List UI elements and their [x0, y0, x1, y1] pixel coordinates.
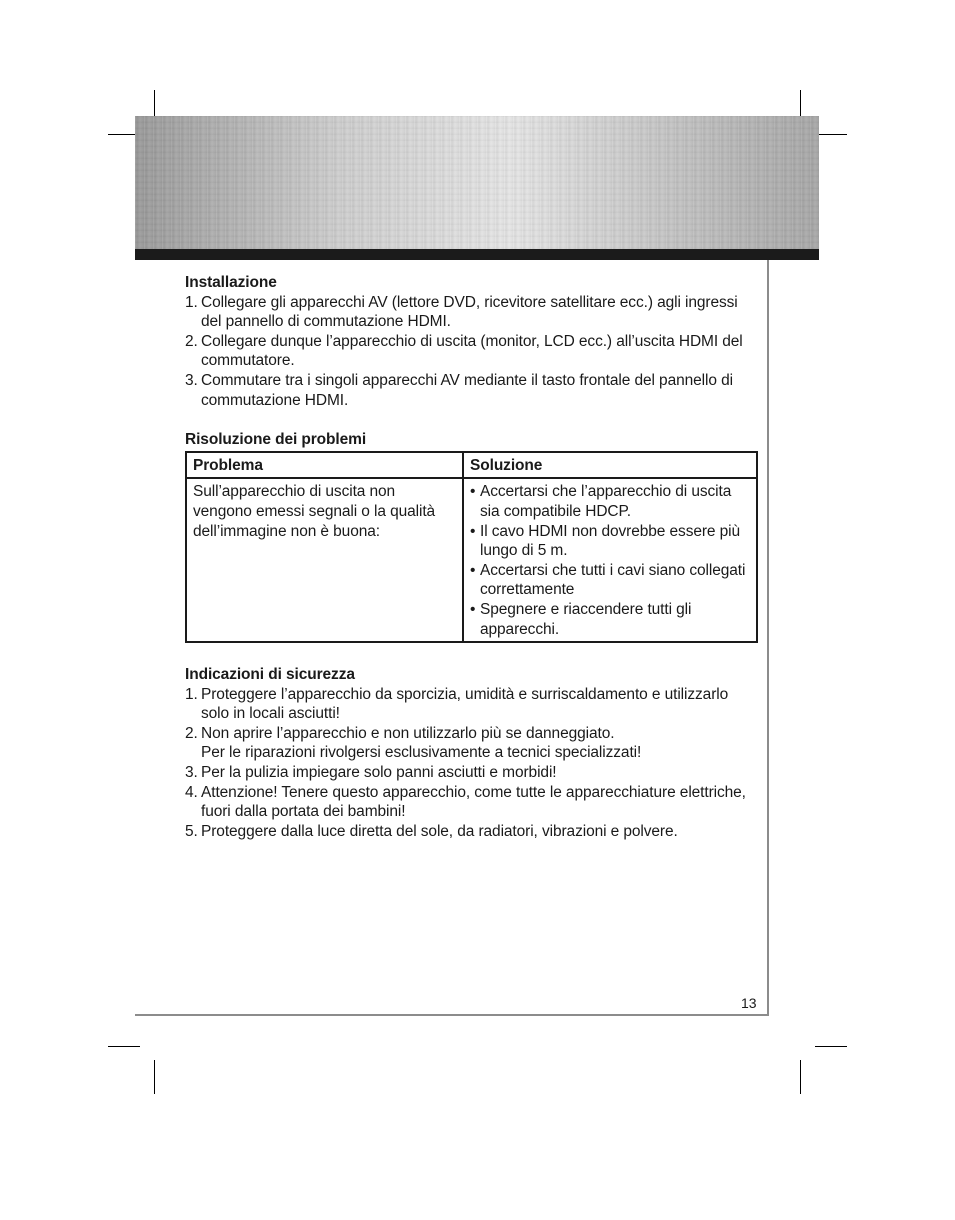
step-text: Proteggere l’apparecchio da sporcizia, umidità e surriscaldamento e utilizzarlo solo in locali asciutti!	[201, 685, 729, 723]
table-header-row	[186, 452, 757, 479]
step-text: Commutare tra i singoli apparecchi AV mediante il tasto frontale del pannello di commutazione HDMI.	[201, 371, 733, 409]
step-number: 3.	[185, 764, 198, 782]
solution-item	[470, 600, 750, 639]
installation-step	[185, 371, 760, 410]
solution-column-header: Soluzione	[463, 452, 757, 479]
safety-step	[185, 822, 760, 842]
step-text: Attenzione! Tenere questo apparecchio, come tutte le apparecchiature elettriche, fuori dalla portata dei bambini!	[201, 783, 746, 821]
safety-step	[185, 783, 760, 822]
bullet-icon: •	[470, 600, 476, 618]
bullet-icon: •	[470, 561, 476, 579]
troubleshooting-table	[185, 451, 758, 643]
safety-section	[185, 665, 760, 841]
page-bottom-rule	[135, 1014, 769, 1016]
step-number: 2.	[185, 332, 198, 350]
problem-column-header: Problema	[186, 452, 463, 479]
step-number: 1.	[185, 685, 198, 703]
bullet-icon: •	[470, 522, 476, 540]
installation-steps	[185, 293, 760, 411]
page-content	[185, 273, 760, 841]
solution-item	[470, 482, 750, 521]
crop-mark-bottom-left-horizontal	[108, 1046, 140, 1047]
bullet-icon: •	[470, 483, 476, 501]
solution-text: Accertarsi che tutti i cavi siano collegati correttamente	[480, 561, 746, 599]
solution-text: Il cavo HDMI non dovrebbe essere più lungo di 5 m.	[480, 522, 741, 560]
step-number: 3.	[185, 371, 198, 389]
crop-mark-bottom-right-horizontal	[815, 1046, 847, 1047]
safety-step	[185, 763, 760, 783]
page-number: 13	[741, 995, 757, 1011]
safety-steps	[185, 685, 760, 842]
step-number: 2.	[185, 724, 198, 742]
solution-item	[470, 561, 750, 600]
step-text-continued: Per le riparazioni rivolgersi esclusivamente a tecnici specializzati!	[201, 744, 642, 762]
solution-text: Spegnere e riaccendere tutti gli apparecchi.	[480, 600, 692, 638]
safety-step	[185, 724, 760, 763]
installation-section	[185, 273, 760, 410]
troubleshooting-section	[185, 430, 760, 643]
step-number: 5.	[185, 822, 198, 840]
safety-heading: Indicazioni di sicurezza	[185, 666, 355, 684]
crop-mark-bottom-right-vertical	[800, 1060, 801, 1094]
header-banner-bar	[135, 249, 819, 260]
solution-text: Accertarsi che l’apparecchio di uscita sia compatibile HDCP.	[480, 483, 732, 520]
solution-cell	[463, 478, 757, 642]
step-text: Collegare gli apparecchi AV (lettore DVD, ricevitore satellitare ecc.) agli ingressi del pannello di commutazione HDMI.	[201, 293, 738, 331]
troubleshooting-heading: Risoluzione dei problemi	[185, 431, 367, 449]
safety-step	[185, 685, 760, 724]
step-text: Collegare dunque l’apparecchio di uscita (monitor, LCD ecc.) all’uscita HDMI del commutatore.	[201, 332, 743, 370]
step-number: 4.	[185, 783, 198, 801]
page-right-rule	[767, 260, 769, 1016]
step-text: Per la pulizia impiegare solo panni asciutti e morbidi!	[201, 764, 557, 782]
crop-mark-top-right-horizontal	[815, 134, 847, 135]
problem-cell: Sull’apparecchio di uscita non vengono emessi segnali o la qualità dell’immagine non è buona:	[186, 478, 463, 642]
installation-step	[185, 293, 760, 332]
table-row	[186, 478, 757, 642]
step-text: Proteggere dalla luce diretta del sole, da radiatori, vibrazioni e polvere.	[201, 822, 678, 840]
solution-item	[470, 522, 750, 561]
crop-mark-bottom-left-vertical	[154, 1060, 155, 1094]
step-number: 1.	[185, 293, 198, 311]
step-text: Non aprire l’apparecchio e non utilizzarlo più se danneggiato.	[201, 724, 615, 742]
installation-heading: Installazione	[185, 274, 277, 291]
brushed-metal-header-banner	[135, 116, 819, 249]
installation-step	[185, 332, 760, 371]
